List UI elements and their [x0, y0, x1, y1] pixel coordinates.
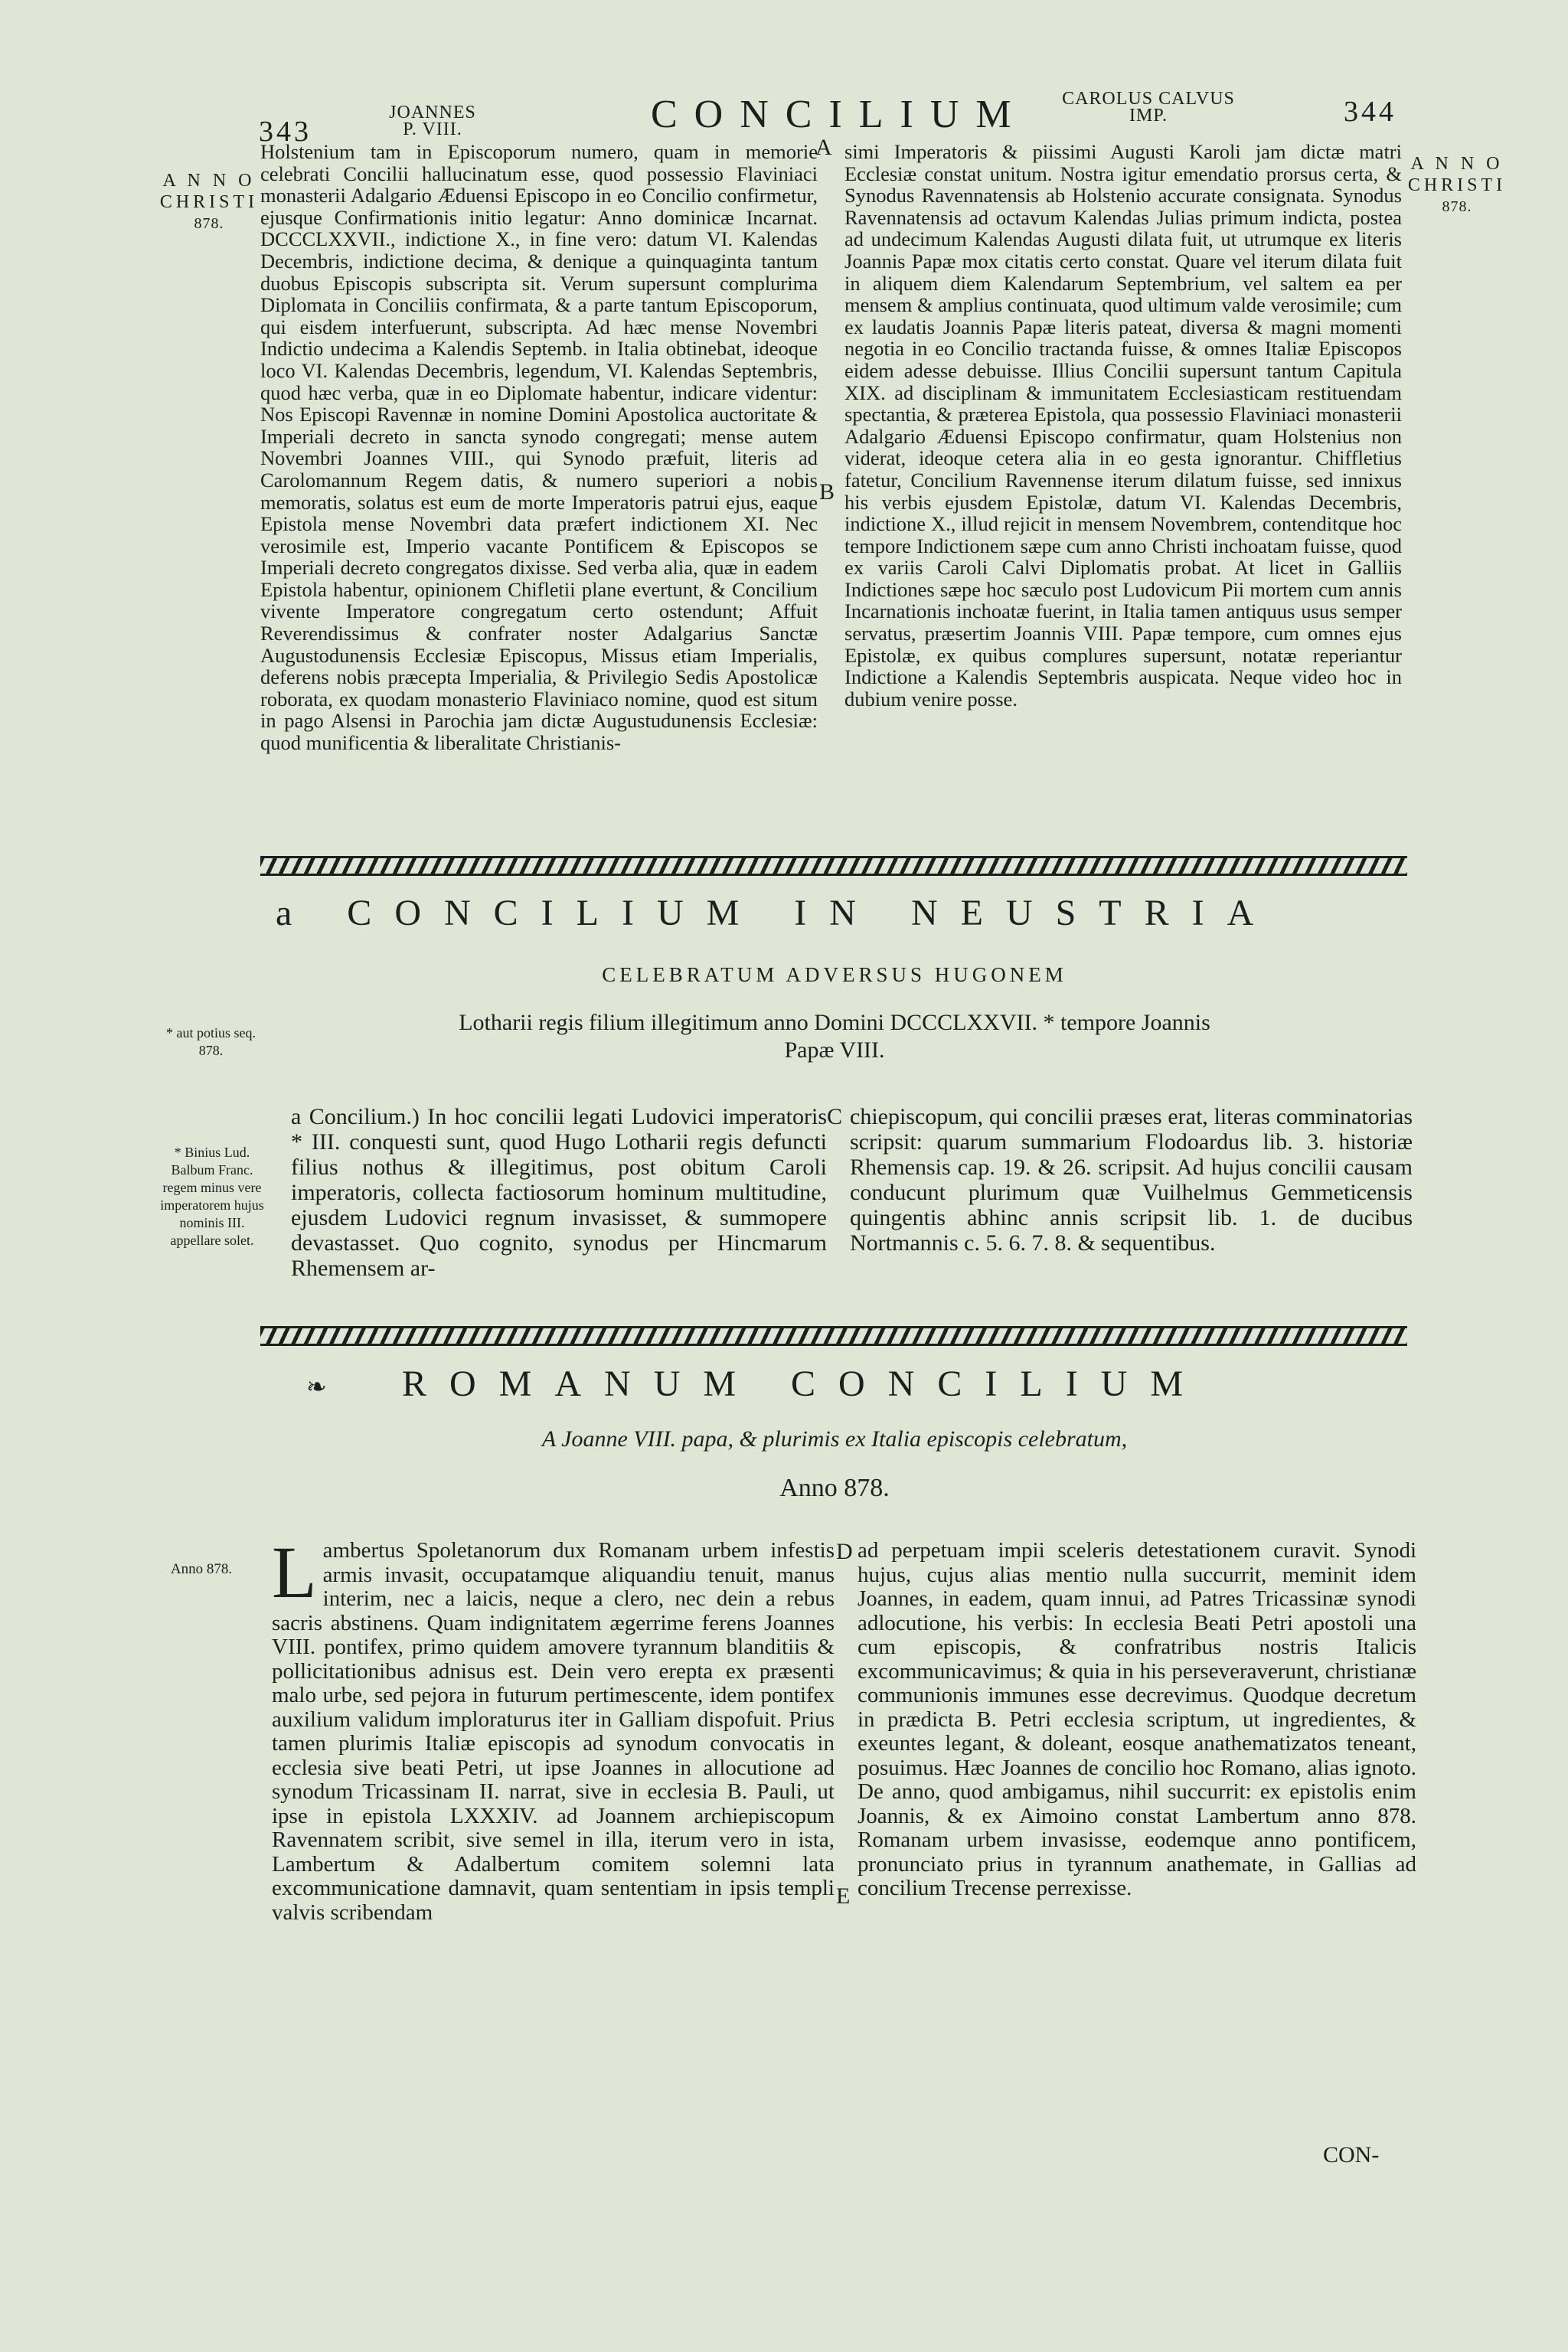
- running-head-left: [387, 104, 479, 138]
- running-head-right-name: CAROLUS CALVUS: [1062, 89, 1235, 109]
- top-left-paragraph: Holstenium tam in Episcoporum numero, quam in memorie celebrati Concilii hallucinatum esse, quod possessio Flaviniaci monasterii Adalgario Æduensi Episcopo in eo Concilio confirmetur, ejusque Confirmationis initio legatur: Anno dominicæ Incarnat. DCCCLXXVII., indictione X., in fine vero: datum VI. Kalendas Decembris, indictione decima, & denique a quinquaginta tantum duobus Episcopis subscripta sit. Verum supersunt complurima Diplomata in Conciliis confirmata, & a parte tantum Episcoporum, qui eisdem interfuerunt, subscripta. Ad hæc mense Novembri Indictio undecima a Kalendis Septemb. in Italia obtinebat, ideoque loco VI. Kalendas Decembris, legendum, VI. Kalendas Septembris, quod hæc verba, quæ in eo Diplomate habentur, indicare videntur: Nos Episcopi Ravennæ in nomine Domini Apostolica auctoritate & Imperiali decreto in sancta synodo congregati; mense autem Novembri Joannes VIII., qui Synodo præfuit, literis ad Carolomannum Regem datis, & numero superiori a nobis memoratis, solatus est eum de morte Imperatoris patrui ejus, eaque Epistola mense Novembri data præfert indictionem XI. Nec verosimile est, Imperio vacante Pontificem & Episcopos se Imperiali decreto congregatos dixisse. Sed verba alia, quæ in eadem Epistola habentur, opinionem Chifletii plane evertunt, & Concilium vivente Imperatore congregatum certo ostendunt; Affuit Reverendissimus & confrater noster Adalgarius Sanctæ Augustodunensis Ecclesiæ Episcopus, Missus etiam Imperialis, deferens nobis præcepta Imperialia, & Privilegio Sedis Apostolicæ roborata, ex quodam monasterio Flaviniaco nomine, quod est situm in pago Alsensi in Parochia jam dictæ Augustudunensis Ecclesiæ: quod munificentia & liberalitate Christianis-: [260, 140, 818, 755]
- margin-note-anno-878: Anno 878.: [170, 1561, 233, 1577]
- section-title-neustria: a CONCILIUM IN NEUSTRIA: [276, 893, 1277, 933]
- running-head-left-name: JOANNES: [389, 103, 476, 122]
- section-subtitle-line-1: Lotharii regis filium illegitimum anno Domini DCCCLXXVII. * tempore Joannis: [459, 1010, 1210, 1035]
- section-year-romanum: Anno 878.: [779, 1474, 890, 1502]
- marker-e: E: [836, 1883, 851, 1909]
- running-head-right: [1053, 90, 1244, 124]
- margin-christi-label: CHRISTI: [159, 192, 259, 212]
- ornamental-rule: [260, 856, 1407, 876]
- margin-year: 878.: [1442, 198, 1472, 215]
- top-right-paragraph: simi Imperatoris & piissimi Augusti Karoli jam dictæ matri Ecclesiæ constat unitum. Nostra igitur emendatio prorsus certa, & Synodus Ravennatensis ab Holstenio accurate consignata. Synodus Ravennatensis ad octavum Kalendas Julias primum indicta, postea ad undecimum Kalendas Augusti dilata fuit, ut utrumque ex literis Joannis Papæ mox citatis certo constat. Quare vel iterum dilata fuit in aliquem diem Kalendarum Septembrium, vel saltem ea per mensem & amplius continuata, quod ultimum valde verosimile; cum ex laudatis Joannis Papæ literis pateat, diversa & magni momenti negotia in eo Concilio tractanda fuisse, & omnes Italiæ Episcopos eidem adesse debuisse. Illius Concilii supersunt tantum Capitula XIX. ad disciplinam & immunitatem Ecclesiasticam restituendam spectantia, & præterea Epistola, qua possessio Flaviniaci monasterii Adalgario Æduensi Episcopo confirmatur, quam Holstenius non viderat, ideoque cetera alia in eo gesta ignorantur. Chiffletius fatetur, Concilium Ravennense iterum dilatum fuisse, sed innixus his verbis ejusdem Epistolæ, datum VI. Kalendas Decembris, indictione X., illud rejicit in mensem Novembrem, contenditque hoc tempore Indictionem sæpe cum anno Christi inchoatam fuisse, quod ex variis Caroli Calvi Diplomatis probat. At licet in Galliis Indictiones sæpe hoc sæculo post Ludovicum Pii mortem cum annis Incarnationis inchoatæ fuerint, in Italia tamen antiquus usus semper servatus, præsertim Joannis VIII. Papæ tempore, cum omnes ejus Epistolæ, ex quibus complures supersunt, notatæ reperiantur Indictione a Kalendis Septembris auspicata. Neque video hoc in dubium venire posse.: [844, 140, 1402, 710]
- ornamental-rule: [260, 1326, 1407, 1346]
- margin-note-aut-potius: * aut potius seq. 878.: [166, 1025, 256, 1058]
- section-title-romanum: ROMANUM CONCILIUM: [402, 1364, 1207, 1404]
- page-title: CONCILIUM: [651, 93, 1028, 136]
- margin-anno-right: [1407, 153, 1507, 217]
- marker-d: D: [836, 1539, 853, 1564]
- neustria-right-column: chiepiscopum, qui concilii præses erat, literas comminatorias scripsit: quarum summarium Flodoardus lib. 3. historiæ Rhemensis cap. 19. & 26. scripsit. Ad hujus concilii causam conducunt plurimum quæ Vuilhelmus Gemmeticensis quingentis abhinc annis scripsit lib. 1. de ducibus Nortmannis c. 5. 6. 7. 8. & sequentibus.: [850, 1104, 1413, 1256]
- catchword: CON-: [1323, 2142, 1380, 2167]
- margin-christi-label: CHRISTI: [1407, 175, 1507, 195]
- page-number-right: 344: [1344, 96, 1396, 128]
- drop-cap: L: [272, 1531, 317, 1613]
- marker-b: B: [819, 479, 835, 505]
- top-right-column: [844, 141, 1402, 710]
- romanum-left-column: [272, 1531, 835, 1925]
- romanum-left-text: ambertus Spoletanorum dux Romanam urbem infestis armis invasit, occupatamque aliquandiu tenuit, manus interim, nec a laicis, neque a clero, nec dein a rebus sacris abstinens. Quam indignitatem ægerrime ferens Joannes VIII. pontifex, primo quidem amovere tyrannum blanditiis & pollicitationibus adnisus est. Dein vero erepta ex præsenti malo urbe, sed pejora in futurum pertimescente, idem pontifex auxilium validum imploraturus iter in Galliam dispofuit. Prius tamen plurimis Italiæ episcopis ad synodum convocatis in ecclesia sive beati Petri, ut ipse Joannes in allocutione ad synodum Tricassinam II. narrat, sive in ecclesia B. Pauli, ut ipse in epistola LXXXIV. ad Joannem archiepiscopum Ravennatem scribit, sive semel in illa, iterum vero in ista, Lambertum & Adalbertum comitem solemni lata excommunicatione damnavit, quam sententiam in ipsis templi valvis scribendam: [272, 1538, 835, 1925]
- margin-anno-left: [159, 170, 259, 234]
- margin-anno-label: A N N O: [162, 171, 256, 191]
- romanum-right-column: [858, 1539, 1416, 1901]
- margin-anno-label: A N N O: [1410, 154, 1504, 174]
- section-subtitle-neustria: CELEBRATUM ADVERSUS HUGONEM: [602, 963, 1067, 986]
- top-left-column: [260, 141, 818, 754]
- section-subtitle-romanum: A Joanne VIII. papa, & plurimis ex Italia episcopis celebratum,: [541, 1426, 1128, 1452]
- marker-c: C: [827, 1104, 843, 1129]
- neustria-left-column: a Concilium.) In hoc concilii legati Ludovici imperatoris * III. conquesti sunt, quod Hugo Lotharii regis defuncti filius nothus & illegitimus, post obitum Caroli imperatoris, collecta factiosorum hominum multitudine, ejusdem Ludovici regnum invasisset, & summopere devastasset. Quo cognito, synodus per Hincmarum Rhemensem ar-: [291, 1104, 827, 1281]
- romanum-right-text: ad perpetuam impii sceleris detestationem curavit. Synodi hujus, cujus alias mentio nulla succurrit, meminit idem Joannes, in eadem, quam innui, ad Patres Tricassinæ synodi adlocutione, his verbis: In ecclesia Beati Petri apostoli una cum episcopis, & confratribus nostris Italicis excommunicavimus; & quia in his perseveraverunt, christianæ communionis immunes esse decrevimus. Quodque decretum in prædicta B. Petri ecclesia scriptum, ut ingredientes, & exeuntes legant, & doleant, eosque anathematizatos teneant, posuimus. Hæc Joannes de concilio hoc Romano, alias ignoto. De anno, quod ambigamus, nihil succurrit: ex epistolis enim Joannis, & ex Aimoino constat Lambertum anno 878. Romanam urbem invasisse, eodemque anno pontificem, pronunciato prius in tyrannum anathemate, in Gallias ad concilium Trecense perrexisse.: [858, 1538, 1416, 1900]
- marker-a: A: [815, 135, 832, 160]
- margin-note-binius: * Binius Lud. Balbum Franc. regem minus vere imperatorem hujus nominis III. appellare solet.: [160, 1145, 264, 1248]
- fleuron-icon: ❧: [306, 1373, 327, 1400]
- page-number-left: 343: [259, 116, 312, 148]
- running-head-left-sub: P. VIII.: [403, 119, 462, 139]
- section-subtitle-line-2: Papæ VIII.: [784, 1037, 885, 1063]
- running-head-right-sub: IMP.: [1129, 106, 1168, 126]
- margin-year: 878.: [194, 215, 224, 232]
